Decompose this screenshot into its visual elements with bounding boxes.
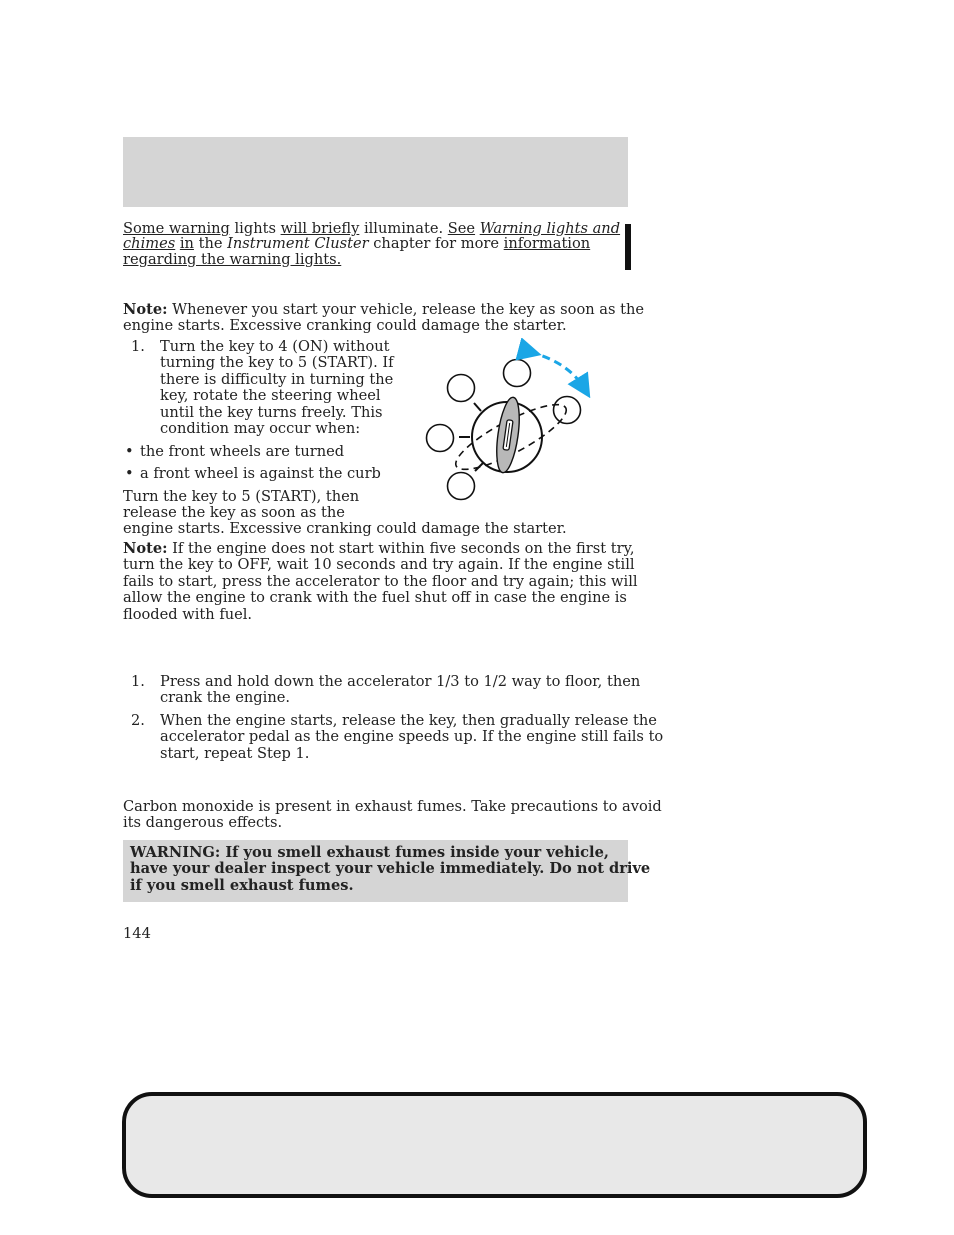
intro-text: in — [179, 235, 194, 253]
paragraph-text: its dangerous effects. — [123, 814, 283, 832]
list-number: 1. — [131, 673, 145, 690]
warning-text: have your dealer inspect your vehicle immediately. Do not drive — [130, 860, 651, 878]
intro-text: regarding the warning lights. — [123, 250, 342, 268]
list-text: there is difficulty in turning the — [160, 370, 394, 388]
intro-paragraph — [123, 221, 628, 268]
intro-text: information — [503, 235, 591, 253]
section-header-band — [123, 137, 628, 207]
list-text: Press and hold down the accelerator 1/3 to 1/2 way to floor, then — [160, 673, 641, 690]
list-text: Turn the key to 4 (ON) without — [160, 338, 390, 355]
intro-text: illuminate. — [363, 220, 444, 237]
list-number: 2. — [131, 712, 145, 729]
intro-text: lights — [234, 220, 276, 237]
list-text: until the key turns freely. This — [160, 403, 383, 421]
list-text: condition may occur when: — [160, 420, 361, 438]
intro-text: See — [447, 220, 476, 237]
paragraph-text: release the key as soon as the — [123, 504, 345, 522]
paragraph-text: Turn the key to 5 (START), then — [123, 488, 360, 505]
paragraph-text: engine starts. Excessive cranking could damage the starter. — [123, 519, 567, 537]
footer-tab-frame — [122, 1092, 867, 1198]
note-label: Note: — [123, 540, 168, 557]
intro-text: chapter for more — [373, 235, 500, 253]
intro-text: will briefly — [280, 220, 360, 237]
list-text: When the engine starts, release the key, then gradually release the — [160, 712, 657, 729]
note-label: Note: — [123, 301, 168, 318]
note-text: Whenever you start your vehicle, release the key as soon as the — [172, 301, 645, 318]
ignition-key-cylinder-diagram — [418, 338, 598, 506]
note-text: flooded with fuel. — [123, 605, 253, 623]
chapter-reference: Instrument Cluster — [227, 235, 369, 253]
paragraph-text: Carbon monoxide is present in exhaust fumes. Take precautions to avoid — [123, 798, 662, 815]
list-text: accelerator pedal as the engine speeds up. If the engine still fails to — [160, 728, 664, 746]
note-release-key — [123, 301, 645, 335]
note-engine-not-start — [123, 540, 638, 623]
position-circle-icon — [504, 360, 531, 387]
note-text: fails to start, press the accelerator to the floor and try again; this will — [123, 572, 638, 590]
list-text: key, rotate the steering wheel — [160, 387, 381, 405]
bullet-text: a front wheel is against the curb — [140, 465, 381, 482]
position-circle-icon — [427, 425, 454, 452]
intro-text: Some warning — [123, 220, 230, 237]
warning-text: if you smell exhaust fumes. — [130, 876, 354, 894]
note-text: allow the engine to crank with the fuel shut off in case the engine is — [123, 589, 627, 607]
warning-box — [123, 840, 651, 902]
list-text: crank the engine. — [160, 689, 290, 707]
note-text: engine starts. Excessive cranking could damage the starter. — [123, 317, 567, 335]
note-text: turn the key to OFF, wait 10 seconds and try again. If the engine still — [123, 556, 635, 574]
intro-text: the — [198, 235, 223, 253]
warning-text: WARNING: If you smell exhaust fumes inside your vehicle, — [130, 844, 609, 861]
carbon-monoxide-paragraph — [123, 798, 662, 832]
list-text: turning the key to 5 (START). If — [160, 354, 394, 372]
bullet-glyph: • — [125, 465, 134, 482]
page-number: 144 — [123, 925, 151, 942]
bullet-text: the front wheels are turned — [140, 443, 345, 460]
list-number: 1. — [131, 338, 145, 355]
cross-reference-link[interactable]: chimes — [123, 235, 176, 253]
bullet-glyph: • — [125, 443, 134, 460]
list-text: start, repeat Step 1. — [160, 744, 310, 762]
note-text: If the engine does not start within five seconds on the first try, — [172, 540, 635, 557]
cross-reference-link[interactable]: Warning lights and — [479, 220, 621, 237]
position-circle-icon — [448, 375, 475, 402]
position-circle-icon — [448, 473, 475, 500]
rotation-arrow-icon — [530, 352, 584, 388]
